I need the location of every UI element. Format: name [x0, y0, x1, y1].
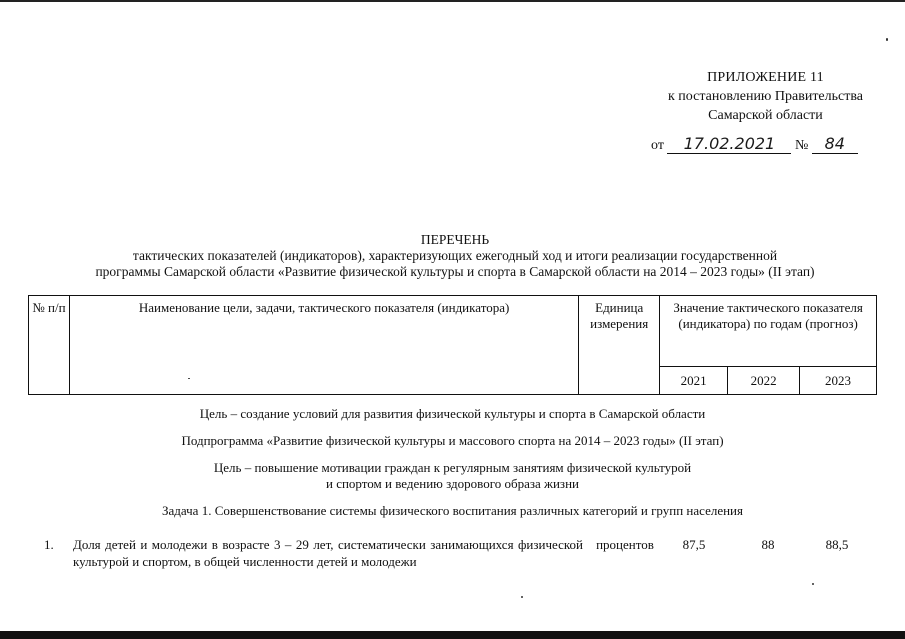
appendix-header: [668, 68, 863, 125]
section-goal: Цель – создание условий для развития физической культуры и спорта в Самарской области: [199, 406, 706, 421]
row-number: 1.: [44, 537, 54, 552]
row-unit: процентов: [596, 537, 654, 552]
header-name: Наименование цели, задачи, тактического показателя (индикатора): [69, 296, 578, 395]
section-task: Задача 1. Совершенствование системы физического воспитания различных категорий и групп населения: [162, 503, 743, 518]
scan-top-edge: [0, 0, 905, 2]
header-year-2022: 2022: [728, 367, 800, 395]
row-value-2023: 88,5: [825, 537, 849, 552]
decree-date: 17.02.2021: [667, 134, 791, 154]
appendix-line-3: Самарской области: [708, 108, 823, 123]
section-subgoal: [28, 460, 877, 492]
scan-speck: [521, 596, 523, 598]
scan-speck: [886, 38, 888, 41]
subgoal-line-2: и спортом и ведению здорового образа жизни: [326, 476, 579, 491]
header-unit: Единица измерения: [579, 296, 660, 395]
header-year-2021: 2021: [660, 367, 728, 395]
row-value-2021: 87,5: [682, 537, 706, 552]
scan-bottom-edge: [0, 631, 905, 639]
decree-line: [651, 134, 858, 156]
heading-line-2: программы Самарской области «Развитие физической культуры и спорта в Самарской области на 2014 – 2023 годы» (II этап): [95, 264, 815, 279]
heading-line-1: тактических показателей (индикаторов), характеризующих ежегодный ход и итоги реализации государственной: [132, 248, 778, 263]
scan-speck: [188, 378, 190, 379]
document-heading: [60, 232, 850, 280]
header-year-2023: 2023: [800, 367, 877, 395]
appendix-title: ПРИЛОЖЕНИЕ 11: [707, 70, 824, 85]
heading-title: ПЕРЕЧЕНЬ: [420, 232, 490, 247]
decree-from-label: от: [651, 138, 664, 153]
section-subprogram: Подпрограмма «Развитие физической культуры и массового спорта на 2014 – 2023 годы» (II этап): [181, 433, 724, 448]
scan-speck: [812, 583, 814, 585]
appendix-line-2: к постановлению Правительства: [667, 89, 863, 104]
row-name: Доля детей и молодежи в возрасте 3 – 29 лет, систематически занимающихся физической культурой и спортом, в общей численности детей и молодежи: [73, 537, 583, 569]
subgoal-line-1: Цель – повышение мотивации граждан к регулярным занятиям физической культурой: [213, 460, 692, 475]
row-value-2022: 88: [761, 537, 775, 552]
header-num: № п/п: [29, 296, 70, 395]
header-values: Значение тактического показателя (индикатора) по годам (прогноз): [660, 296, 877, 367]
decree-number-label: №: [794, 138, 809, 153]
decree-number: 84: [812, 134, 858, 154]
indicators-table-header: [28, 295, 877, 395]
